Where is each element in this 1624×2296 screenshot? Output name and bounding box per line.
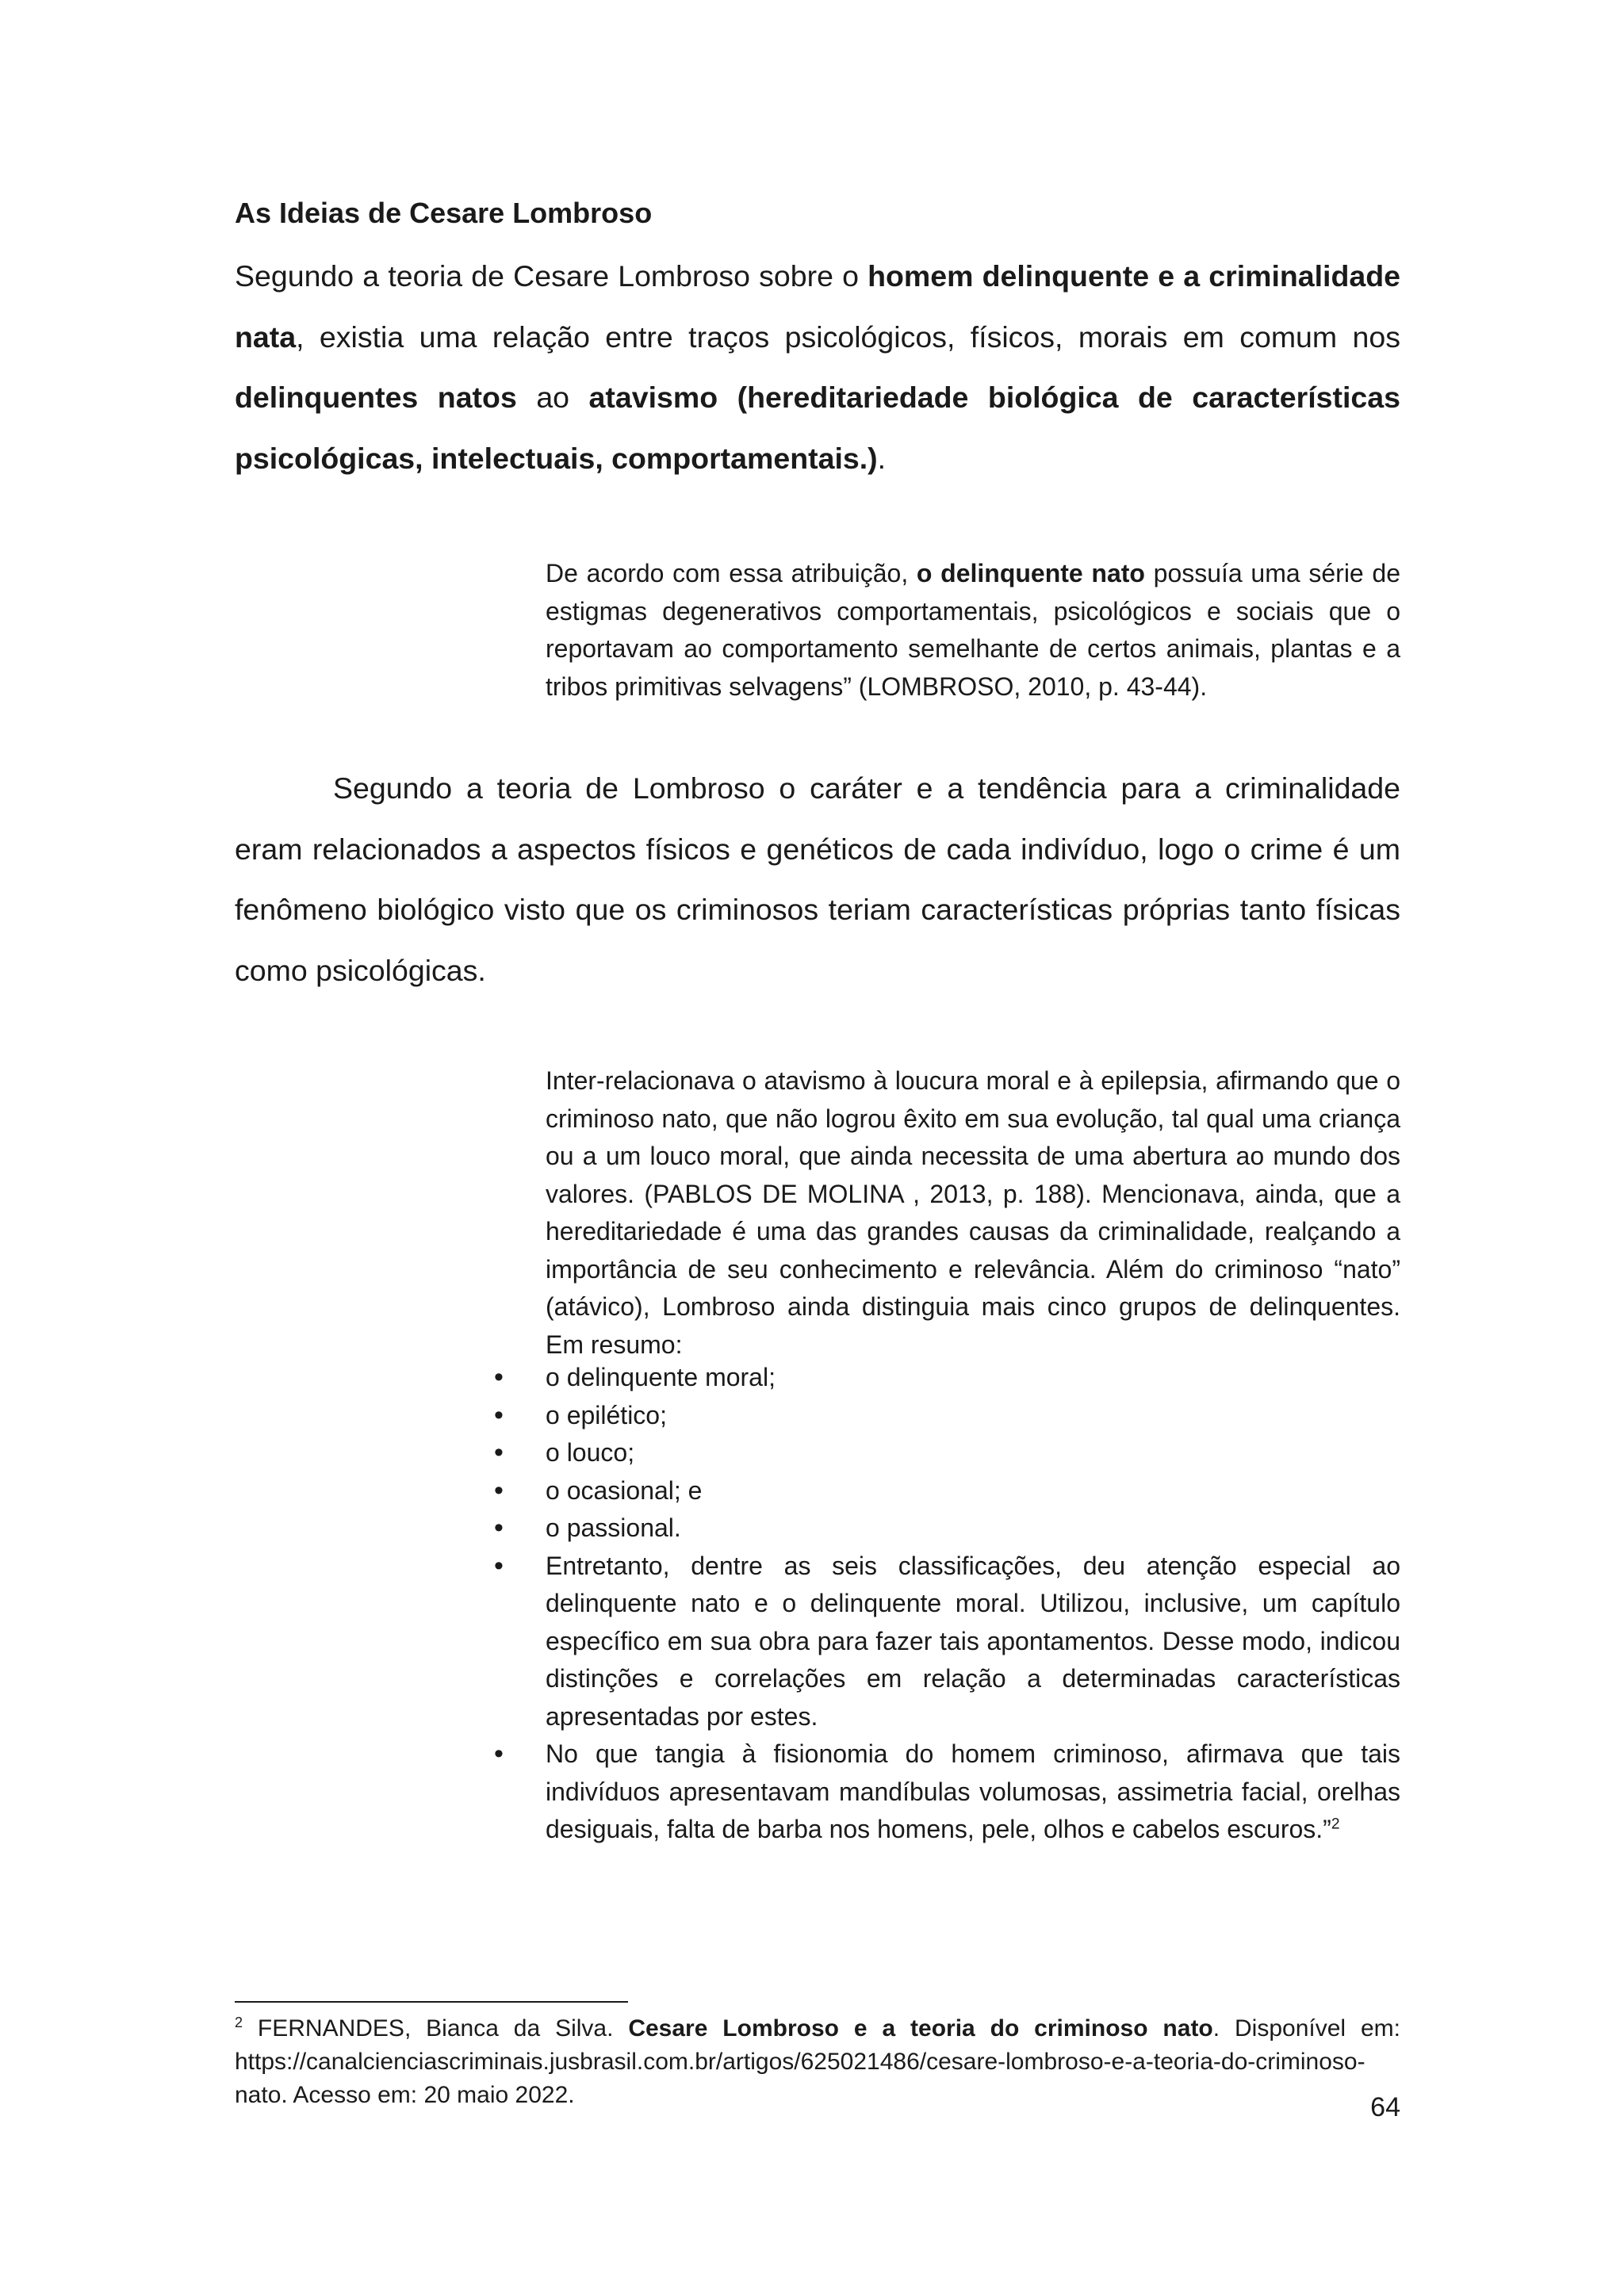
page-number: 64 — [1370, 2092, 1400, 2122]
intro-text-2: , existia uma relação entre traços psicológicos, físicos, morais em comum nos — [296, 320, 1400, 354]
list-item — [546, 1735, 1400, 1849]
delinquent-types-list — [546, 1359, 1400, 1849]
list-item: • o delinquente moral; — [546, 1359, 1400, 1397]
quote1-bold: o delinquente nato — [916, 559, 1145, 587]
intro-bold-2: delinquentes natos — [235, 381, 517, 414]
footnote-separator — [235, 2001, 628, 2003]
list-item: • Entretanto, dentre as seis classificações, deu atenção especial ao delinquente nato e o delinquente moral. Utilizou, inclusive, um capítulo específico em sua obra para fazer tais apontamentos. Desse modo, indicou distinções e correlações em relação a determinadas características apresentadas por estes. — [546, 1548, 1400, 1736]
list-item: • o ocasional; e — [546, 1472, 1400, 1510]
footnote-text-2: . Disponível em: https://canalcienciascriminais.jusbrasil.com.br/artigos/625021486/cesare-lombroso-e-a-teoria-do-criminoso-nato. Acesso em: 20 maio 2022. — [235, 2015, 1400, 2108]
section-heading: As Ideias de Cesare Lombroso — [235, 197, 653, 229]
quote1-text-1: De acordo com essa atribuição, — [546, 559, 917, 587]
intro-bold-1: homem delinquente e a criminalidade nata — [235, 259, 1400, 354]
list-item: • o louco; — [546, 1434, 1400, 1472]
intro-bold-3: atavismo (hereditariedade biológica de características psicológicas, intelectuais, comportamentais.) — [235, 381, 1400, 475]
intro-text-4: . — [877, 441, 887, 475]
footnote-marker: 2 — [235, 2015, 243, 2030]
intro-text-3: ao — [516, 381, 589, 414]
footnote-title: Cesare Lombroso e a teoria do criminoso nato — [628, 2015, 1213, 2042]
intro-text-1: Segundo a teoria de Cesare Lombroso sobre o — [235, 259, 868, 293]
list-item-text: No que tangia à fisionomia do homem criminoso, afirmava que tais indivíduos apresentavam mandíbulas volumosas, assimetria facial, orelhas desiguais, falta de barba nos homens, pele, olhos e cabelos escuros.” — [546, 1739, 1400, 1843]
quote1-text-2: possuía uma série de estigmas degenerativos comportamentais, psicológicos e sociais que o reportavam ao comportamento semelhante de certos animais, plantas e a tribos primitivas selvagens” (LOMBROSO, 2010, p. 43-44). — [546, 559, 1401, 701]
intro-paragraph — [235, 246, 1400, 488]
body-paragraph: Segundo a teoria de Lombroso o caráter e a tendência para a criminalidade eram relacionados a aspectos físicos e genéticos de cada indivíduo, logo o crime é um fenômeno biológico visto que os criminosos teriam características próprias tanto físicas como psicológicas. — [235, 771, 1400, 987]
list-item: • o epilético; — [546, 1397, 1400, 1435]
block-quote-molina: Inter-relacionava o atavismo à loucura moral e à epilepsia, afirmando que o criminoso nato, que não logrou êxito em sua evolução, tal qual uma criança ou a um louco moral, que ainda necessita de uma abertura ao mundo dos valores. (PABLOS DE MOLINA , 2013, p. 188). Mencionava, ainda, que a hereditariedade é uma das grandes causas da criminalidade, realçando a importância de seu conhecimento e relevância. Além do criminoso “nato” (atávico), Lombroso ainda distinguia mais cinco grupos de delinquentes. Em resumo: — [546, 1066, 1400, 1359]
footnote-reference[interactable]: 2 — [1331, 1816, 1340, 1833]
list-item: • o passional. — [546, 1510, 1400, 1548]
footnote — [235, 2012, 1400, 2112]
footnote-text-1: FERNANDES, Bianca da Silva. — [243, 2015, 629, 2042]
block-quote-lombroso — [546, 555, 1400, 706]
